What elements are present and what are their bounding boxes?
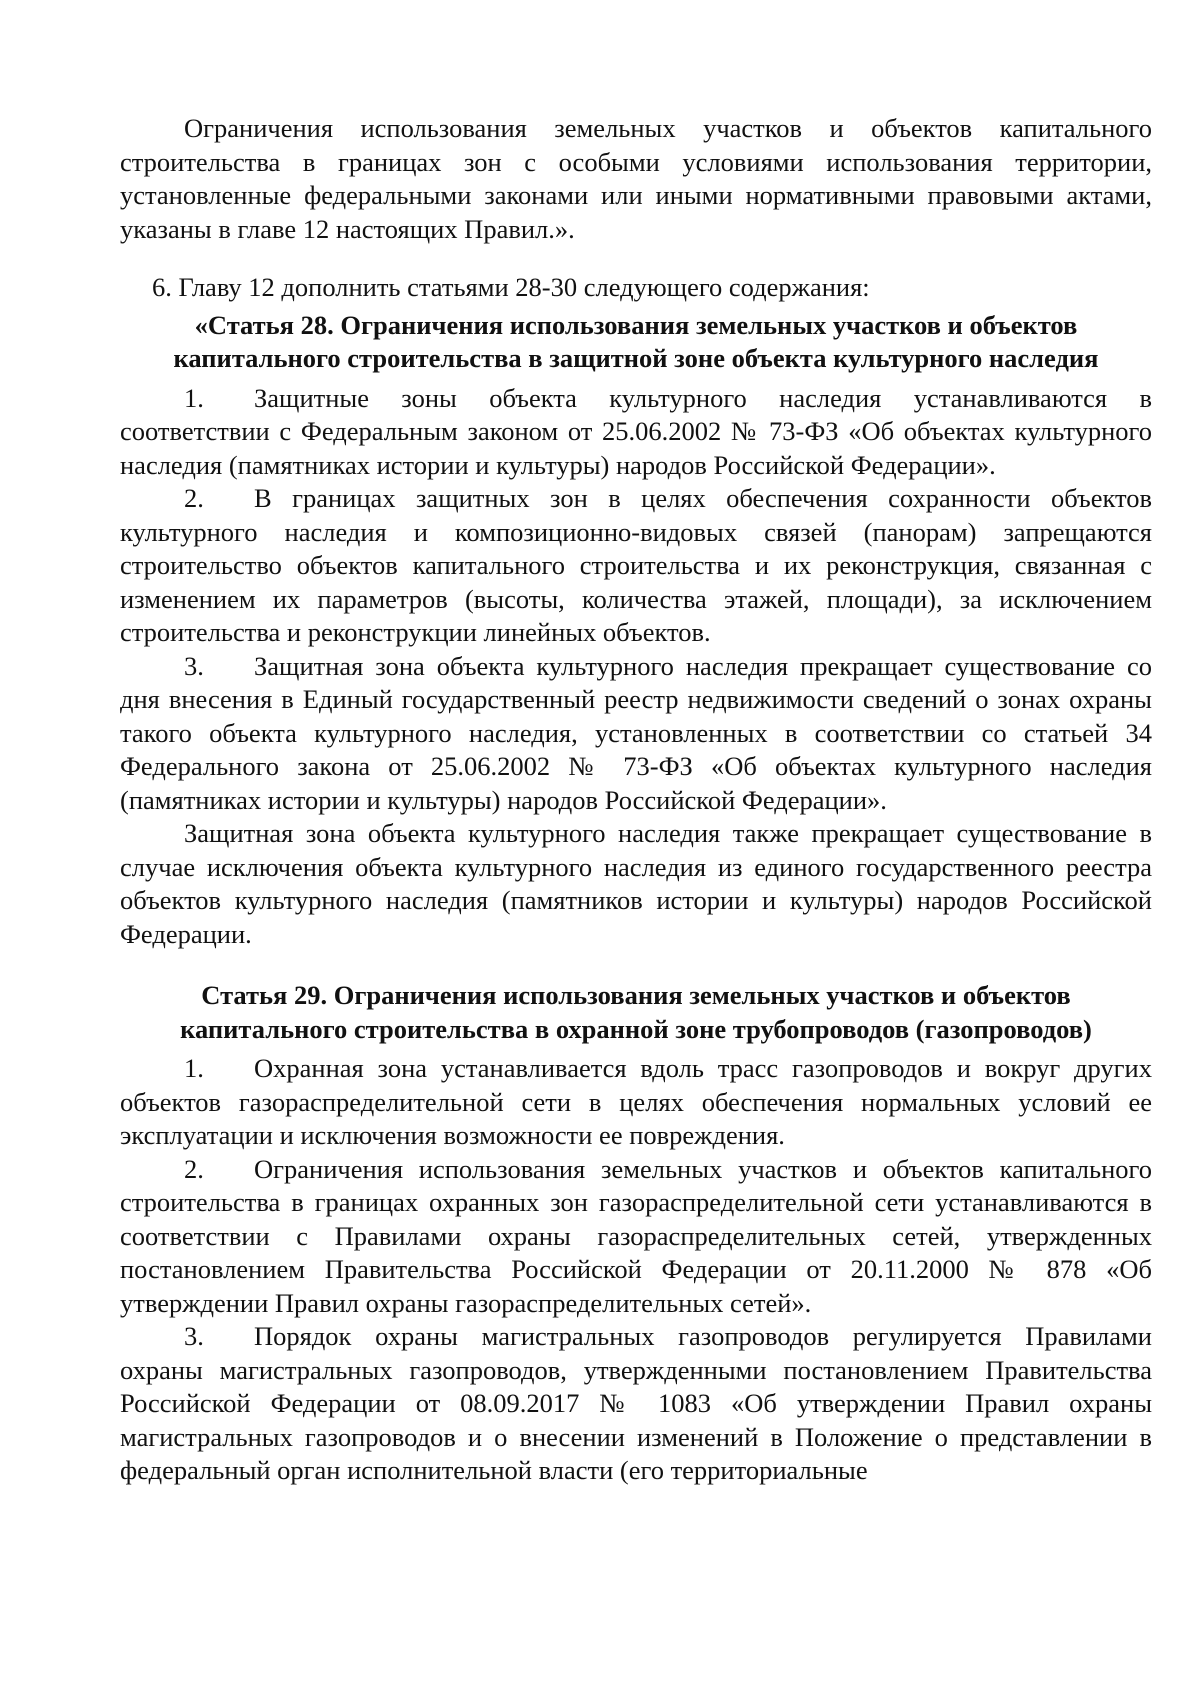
list-item-number: 6. xyxy=(152,272,172,302)
spacer xyxy=(120,246,1152,271)
item-number: 3. xyxy=(184,650,204,681)
document-page xyxy=(120,112,1152,1488)
item-number: 2. xyxy=(184,483,204,513)
item-text: Порядок охраны магистральных газопроводов регулируется Правилами охраны магистральных газопроводов, утвержденными постановлением Правительства Российской Федерации от 08.09.2017 № 1083 «Об утверждении Правил охраны магистральных газопроводов и о внесении изменений в Положение о представлении в федеральный орган исполнительной власти (его территориальные xyxy=(120,1321,1152,1485)
article-29-item-3 xyxy=(120,1320,1152,1488)
list-item-text: Главу 12 дополнить статьями 28-30 следующего содержания: xyxy=(178,272,870,302)
item-text: Защитная зона объекта культурного наследия прекращает существование со дня внесения в Единый государственный реестр недвижимости сведений о зонах охраны такого объекта культурного наследия, установленных в соответствии со статьей 34 Федерального закона от 25.06.2002 № 73-ФЗ «Об объектах культурного наследия (памятниках истории и культуры) народов Российской Федерации». xyxy=(120,650,1152,815)
spacer xyxy=(120,951,1152,975)
article-28-item-3 xyxy=(120,650,1152,818)
item-number: 1. xyxy=(184,382,204,413)
article-29-title-line-2: капитального строительства в охранной зоне трубопроводов (газопроводов) xyxy=(180,1013,1092,1044)
article-28-extra-paragraph: Защитная зона объекта культурного наследия также прекращает существование в случае исключения объекта культурного наследия из единого государственного реестра объектов культурного наследия (памятников истории и культуры) народов Российской Федерации. xyxy=(120,818,1152,949)
article-29-item-1 xyxy=(120,1052,1152,1153)
article-28-item-1 xyxy=(120,382,1152,483)
article-28-title-line-1: «Статья 28. Ограничения использования земельных участков и объектов xyxy=(194,309,1078,340)
list-item-6 xyxy=(120,271,1152,305)
article-29-title-line-1: Статья 29. Ограничения использования земельных участков и объектов xyxy=(201,980,1071,1010)
item-text: Ограничения использования земельных участков и объектов капитального строительства в границах охранных зон газораспределительной сети устанавливаются в соответствии с Правилами охраны газораспределительных сетей, утвержденных постановлением Правительства Российской Федерации от 20.11.2000 № 878 «Об утверждении Правил охраны газораспределительных сетей». xyxy=(120,1153,1152,1318)
item-text: Защитные зоны объекта культурного наследия устанавливаются в соответствии с Федеральным законом от 25.06.2002 № 73-ФЗ «Об объектах культурного наследия (памятниках истории и культуры) народов Российской Федерации». xyxy=(120,382,1152,480)
article-28-item-2 xyxy=(120,482,1152,650)
item-number: 1. xyxy=(184,1053,204,1083)
item-text: Охранная зона устанавливается вдоль трасс газопроводов и вокруг других объектов газораспределительной сети в целях обеспечения нормальных условий ее эксплуатации и исключения возможности ее повреждения. xyxy=(120,1053,1152,1150)
article-29-heading xyxy=(120,979,1152,1046)
item-number: 2. xyxy=(184,1153,204,1184)
item-text: В границах защитных зон в целях обеспечения сохранности объектов культурного наследия и композиционно-видовых связей (панорам) запрещаются строительство объектов капитального строительства и их реконструкция, связанная с изменением их параметров (высоты, количества этажей, площади), за исключением строительства и реконструкции линейных объектов. xyxy=(120,483,1152,647)
article-28-title-line-2: капитального строительства в защитной зоне объекта культурного наследия xyxy=(173,343,1099,373)
article-28-heading xyxy=(120,309,1152,376)
article-29-item-2 xyxy=(120,1153,1152,1321)
item-number: 3. xyxy=(184,1321,204,1351)
intro-paragraph: Ограничения использования земельных участков и объектов капитального строительства в границах зон с особыми условиями использования территории, установленные федеральными законами или иными нормативными правовыми актами, указаны в главе 12 настоящих Правил.». xyxy=(120,113,1152,244)
